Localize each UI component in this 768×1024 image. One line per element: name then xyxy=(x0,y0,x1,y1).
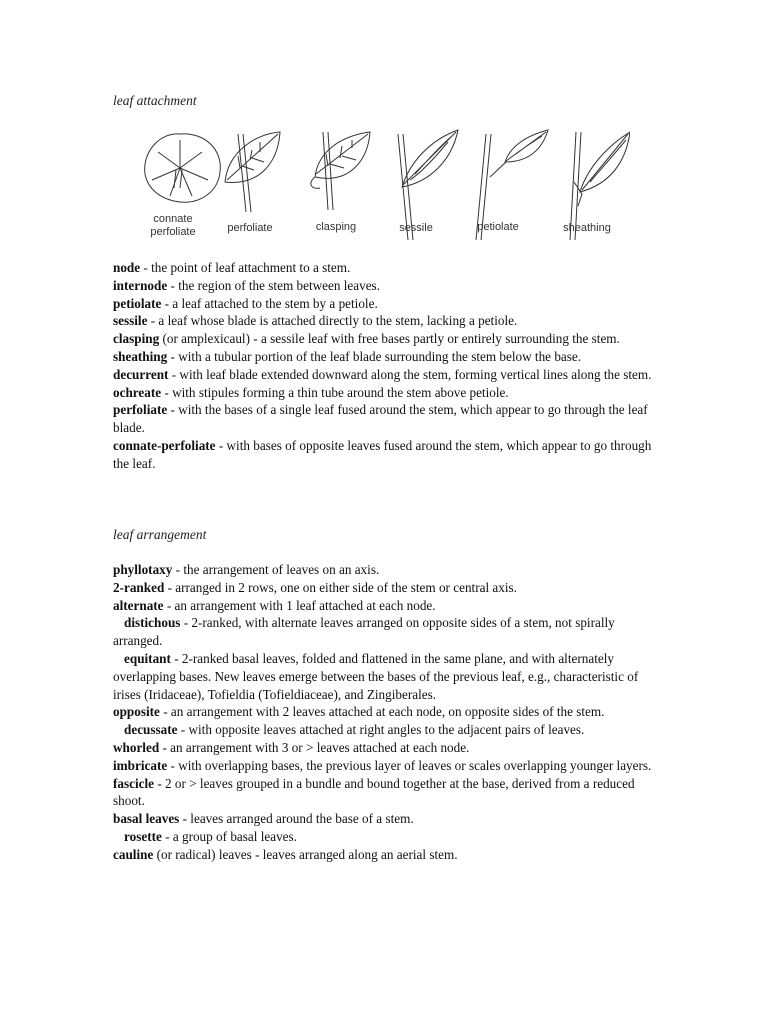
definition-decussate xyxy=(113,721,653,739)
caption-clasping: clasping xyxy=(315,221,357,233)
definition-internode xyxy=(113,277,653,295)
perfoliate-illustration xyxy=(225,132,280,212)
definition-cauline xyxy=(113,846,653,864)
definition-term: perfoliate xyxy=(113,402,168,418)
definition-term: phyllotaxy xyxy=(113,562,173,577)
definition-term: rosette xyxy=(124,828,162,844)
definition-whorled xyxy=(113,739,653,757)
definition-rosette xyxy=(113,828,653,846)
definition-text: - an arrangement with 2 leaves attached at each node, on opposite sides of the stem. xyxy=(159,704,605,720)
caption-connate-perfoliate-line1: connate xyxy=(153,213,193,225)
caption-connate-perfoliate xyxy=(145,213,201,239)
definition-term: whorled xyxy=(113,739,160,755)
definition-term: distichous xyxy=(124,615,181,631)
leaf-attachment-definitions xyxy=(113,259,653,473)
definition-text: - a leaf whose blade is attached directly to the stem, lacking a petiole. xyxy=(147,313,518,329)
definition-term: opposite xyxy=(113,704,160,720)
definition-decurrent xyxy=(113,366,653,384)
definition-term: node xyxy=(113,260,141,275)
definition-node xyxy=(113,259,653,277)
definition-sheathing xyxy=(113,348,653,366)
clasping-illustration xyxy=(311,132,370,210)
definition-text: - with bases of opposite leaves fused around the stem, which appear to go through the leaf. xyxy=(113,437,652,471)
definition-term: fascicle xyxy=(113,775,155,791)
definition-text: - with overlapping bases, the previous layer of leaves or scales overlapping younger layers. xyxy=(167,757,652,773)
caption-connate-perfoliate-line2: perfoliate xyxy=(150,226,196,238)
section-heading-leaf-arrangement: leaf arrangement xyxy=(113,527,207,542)
definition-clasping xyxy=(113,330,653,348)
definition-text: - 2-ranked basal leaves, folded and flattened in the same plane, and with alternately overlapping bases. New leaves emerge between the bases of the previous leaf, e.g., characteristic of irises (Iridaceae), Tofieldia (Tofieldiaceae), and Zingiberales. xyxy=(113,650,639,702)
definition-term: 2-ranked xyxy=(113,579,165,595)
definition-opposite xyxy=(113,703,653,721)
definition-text: - the arrangement of leaves on an axis. xyxy=(172,562,380,577)
definition-text: - with leaf blade extended downward along the stem, forming vertical lines along the stem. xyxy=(168,366,652,382)
definition-term: internode xyxy=(113,277,168,293)
section-heading-leaf-attachment: leaf attachment xyxy=(113,93,197,108)
definition-text: - 2-ranked, with alternate leaves arranged on opposite sides of a stem, not spirally arranged. xyxy=(113,615,615,649)
definition-term: sheathing xyxy=(113,348,168,364)
definition-text: - arranged in 2 rows, one on either side of the stem or central axis. xyxy=(164,579,517,595)
definition-phyllotaxy xyxy=(113,561,653,579)
definition-term: alternate xyxy=(113,597,164,613)
definition-term: decurrent xyxy=(113,366,169,382)
caption-perfoliate: perfoliate xyxy=(227,222,273,234)
definition-text: - a group of basal leaves. xyxy=(161,828,297,844)
connate-perfoliate-illustration xyxy=(145,134,221,202)
definition-equitant xyxy=(113,650,653,703)
definition-imbricate xyxy=(113,757,653,775)
definition-term: basal leaves xyxy=(113,811,180,827)
definition-text: (or radical) leaves - leaves arranged along an aerial stem. xyxy=(153,846,458,862)
definition-term: sessile xyxy=(113,313,148,329)
definition-term: connate-perfoliate xyxy=(113,437,216,453)
definition-text: - an arrangement with 3 or > leaves attached at each node. xyxy=(159,739,470,755)
definition-text: - leaves arranged around the base of a stem. xyxy=(179,811,414,827)
definition-text: - 2 or > leaves grouped in a bundle and bound together at the base, derived from a reduced shoot. xyxy=(113,775,635,809)
caption-sheathing: sheathing xyxy=(563,222,611,234)
definition-text: - an arrangement with 1 leaf attached at each node. xyxy=(163,597,436,613)
definition-text: - a leaf attached to the stem by a petiole. xyxy=(161,295,378,311)
definition-term: petiolate xyxy=(113,295,162,311)
definition-text: - with stipules forming a thin tube around the stem above petiole. xyxy=(161,384,509,400)
definition-term: cauline xyxy=(113,846,154,862)
definition-text: (or amplexicaul) - a sessile leaf with free bases partly or entirely surrounding the stem. xyxy=(159,331,620,347)
definition-petiolate xyxy=(113,295,653,313)
definition-term: decussate xyxy=(124,722,178,738)
definition-connate-perfoliate xyxy=(113,437,653,473)
caption-petiolate: petiolate xyxy=(477,221,519,233)
definition-term: clasping xyxy=(113,331,160,347)
definition-text: - the point of leaf attachment to a stem. xyxy=(140,260,351,275)
definition-text: - the region of the stem between leaves. xyxy=(167,277,380,293)
definition-distichous xyxy=(113,614,653,650)
definition-term: ochreate xyxy=(113,384,162,400)
definition-text: - with a tubular portion of the leaf blade surrounding the stem below the base. xyxy=(167,348,582,364)
definition-text: - with opposite leaves attached at right angles to the adjacent pairs of leaves. xyxy=(177,722,585,738)
definition-alternate xyxy=(113,597,653,615)
definition-sessile xyxy=(113,312,653,330)
definition-term: equitant xyxy=(124,650,171,666)
definition-term: imbricate xyxy=(113,757,168,773)
definition-fascicle xyxy=(113,775,653,811)
definition-text: - with the bases of a single leaf fused around the stem, which appear to go through the leaf blade. xyxy=(113,402,648,436)
leaf-arrangement-definitions xyxy=(113,561,653,864)
definition-basal-leaves xyxy=(113,810,653,828)
definition-2-ranked xyxy=(113,579,653,597)
caption-sessile: sessile xyxy=(399,222,433,234)
definition-perfoliate xyxy=(113,401,653,437)
definition-ochreate xyxy=(113,384,653,402)
